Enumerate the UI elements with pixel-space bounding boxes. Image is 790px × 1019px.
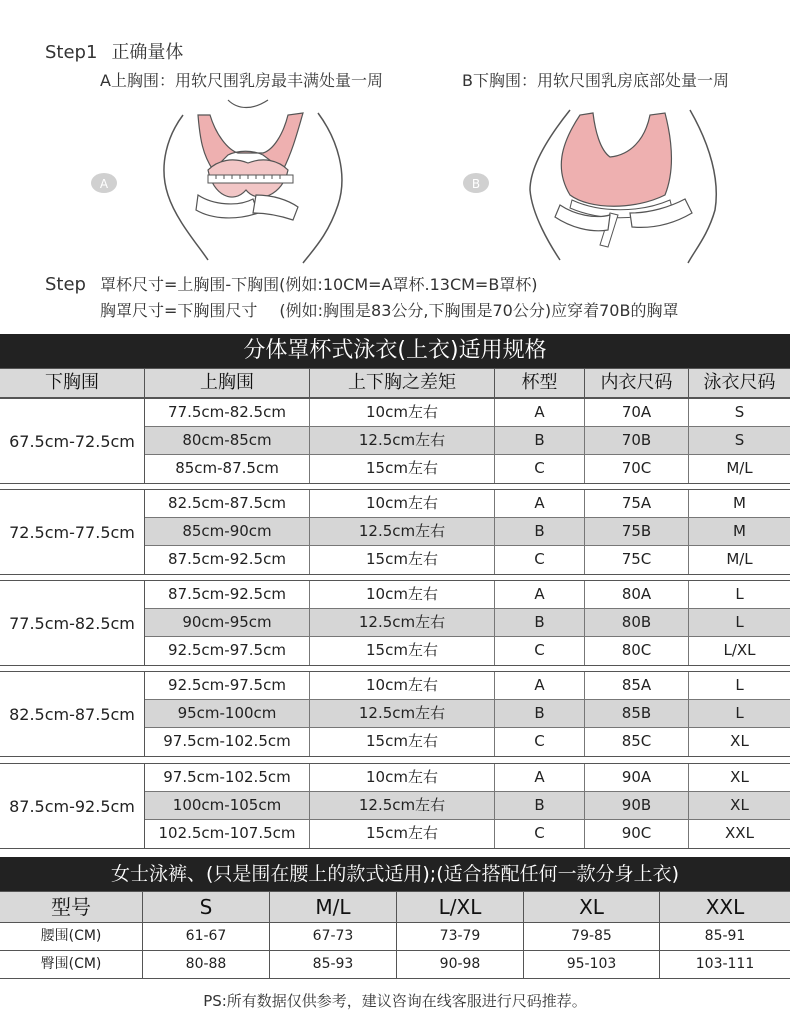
badge-a-label: A — [99, 177, 109, 191]
bra-size-cell: 75C — [585, 546, 689, 574]
table-row — [145, 455, 790, 483]
difference-cell: 10cm左右 — [310, 581, 495, 608]
cup-cell: B — [495, 427, 585, 454]
bra-size-rule: 胸罩尺寸=下胸围尺寸 — [100, 301, 258, 320]
top-section-banner: 分体罩杯式泳衣(上衣)适用规格 — [0, 334, 790, 368]
difference-cell: 15cm左右 — [310, 728, 495, 756]
badge-a-icon — [91, 173, 117, 193]
step2-title: Step — [45, 274, 86, 295]
under-bust-range: 77.5cm-82.5cm — [0, 581, 145, 665]
size-group — [0, 763, 790, 849]
bra-size-cell: 80B — [585, 609, 689, 636]
cup-size-rule: 罩杯尺寸=上胸围-下胸围(例如:10CM=A罩杯.13CM=B罩杯) — [100, 275, 538, 294]
hip-cell: 103-111 — [695, 956, 755, 972]
bra-size-cell: 85C — [585, 728, 689, 756]
model-header: 型号 — [0, 892, 143, 922]
bottom-section-banner: 女士泳裤、(只是围在腰上的款式适用);(适合搭配任何一款分身上衣) — [0, 857, 790, 891]
table-row — [0, 951, 790, 979]
header-swim-size: 泳衣尺码 — [703, 372, 776, 393]
bra-size-cell: 70C — [585, 455, 689, 483]
hip-cell: 90-98 — [397, 951, 524, 978]
under-bust-instruction: B下胸围：用软尺围乳房底部处量一周 — [462, 71, 729, 90]
difference-cell: 10cm左右 — [310, 490, 495, 517]
swim-size-cell: XL — [730, 768, 749, 786]
size-header: XL — [524, 892, 660, 922]
upper-bust-cell: 95cm-100cm — [145, 700, 310, 727]
table-row — [145, 700, 790, 728]
table-row — [145, 820, 790, 848]
table-row — [145, 637, 790, 665]
bra-size-example: (例如:胸围是83公分,下胸围是70公分)应穿着70B的胸罩 — [279, 301, 679, 320]
difference-cell: 12.5cm左右 — [310, 427, 495, 454]
upper-bust-cell: 77.5cm-82.5cm — [145, 399, 310, 426]
under-bust-range: 87.5cm-92.5cm — [0, 764, 145, 848]
cup-cell: C — [495, 546, 585, 574]
swim-size-cell: L — [735, 704, 744, 722]
bra-size-cell: 80C — [585, 637, 689, 665]
swim-bottom-size-table — [0, 891, 790, 979]
badge-b-label: B — [471, 177, 481, 191]
size-group — [0, 671, 790, 757]
cup-cell: C — [495, 455, 585, 483]
upper-bust-instruction: A上胸围：用软尺围乳房最丰满处量一周 — [100, 71, 383, 90]
table-row — [145, 609, 790, 637]
upper-bust-cell: 97.5cm-102.5cm — [145, 764, 310, 791]
disclaimer-note: PS:所有数据仅供参考，建议咨询在线客服进行尺码推荐。 — [203, 992, 587, 1010]
table-row — [145, 546, 790, 574]
hip-cell: 95-103 — [524, 951, 660, 978]
swim-size-cell: L — [735, 613, 744, 631]
swim-size-cell: XL — [730, 732, 749, 750]
bra-size-cell: 70A — [585, 399, 689, 426]
cup-size-formula — [45, 272, 538, 295]
header-cup-type: 杯型 — [495, 369, 585, 397]
upper-bust-cell: 82.5cm-87.5cm — [145, 490, 310, 517]
bra-size-cell: 70B — [585, 427, 689, 454]
waist-cell: 73-79 — [397, 923, 524, 950]
upper-bust-cell: 102.5cm-107.5cm — [145, 820, 310, 848]
upper-bust-cell: 92.5cm-97.5cm — [145, 637, 310, 665]
upper-bust-cell: 92.5cm-97.5cm — [145, 672, 310, 699]
hip-label: 臀围(CM) — [0, 951, 143, 978]
main-table-header — [0, 368, 790, 398]
cup-cell: B — [495, 700, 585, 727]
swim-size-cell: XL — [730, 796, 749, 814]
swim-size-cell: M/L — [726, 550, 753, 568]
upper-bust-cell: 80cm-85cm — [145, 427, 310, 454]
difference-cell: 15cm左右 — [310, 820, 495, 848]
upper-bust-cell: 87.5cm-92.5cm — [145, 546, 310, 574]
upper-bust-cell: 100cm-105cm — [145, 792, 310, 819]
bra-size-cell: 85A — [585, 672, 689, 699]
bra-size-cell: 75A — [585, 490, 689, 517]
upper-bust-cell: 85cm-90cm — [145, 518, 310, 545]
difference-cell: 12.5cm左右 — [310, 700, 495, 727]
cup-cell: B — [495, 518, 585, 545]
difference-cell: 10cm左右 — [310, 672, 495, 699]
difference-cell: 10cm左右 — [310, 764, 495, 791]
cup-cell: C — [495, 728, 585, 756]
table-row — [0, 923, 790, 951]
difference-cell: 12.5cm左右 — [310, 609, 495, 636]
bra-size-cell: 75B — [585, 518, 689, 545]
under-bust-range: 72.5cm-77.5cm — [0, 490, 145, 574]
step1-heading — [45, 38, 183, 64]
hip-cell: 80-88 — [143, 951, 270, 978]
under-bust-range: 67.5cm-72.5cm — [0, 399, 145, 483]
swim-size-cell: M/L — [726, 459, 753, 477]
difference-cell: 10cm左右 — [310, 399, 495, 426]
size-header: M/L — [270, 892, 397, 922]
swim-size-cell: S — [734, 431, 745, 449]
difference-cell: 15cm左右 — [310, 637, 495, 665]
cup-cell: A — [495, 490, 585, 517]
table-row — [145, 427, 790, 455]
bra-size-formula — [100, 298, 678, 321]
bra-size-cell: 85B — [585, 700, 689, 727]
header-under-bust: 下胸围 — [0, 369, 145, 397]
table-row — [145, 518, 790, 546]
size-header: XXL — [705, 895, 745, 919]
table-row — [145, 399, 790, 427]
cup-cell: A — [495, 581, 585, 608]
swim-size-cell: L/XL — [723, 641, 756, 659]
swim-size-cell: L — [735, 585, 744, 603]
badge-b-icon — [463, 173, 489, 193]
step1-subtitle: 正确量体 — [111, 42, 184, 63]
size-header: L/XL — [397, 892, 524, 922]
swim-size-cell: M — [733, 494, 746, 512]
cup-cell: B — [495, 792, 585, 819]
cup-cell: A — [495, 764, 585, 791]
size-group — [0, 580, 790, 666]
cup-cell: B — [495, 609, 585, 636]
under-bust-illustration — [460, 95, 750, 265]
table-row — [145, 490, 790, 518]
upper-bust-cell: 85cm-87.5cm — [145, 455, 310, 483]
waist-cell: 79-85 — [524, 923, 660, 950]
swim-size-cell: S — [734, 403, 745, 421]
bra-size-cell: 80A — [585, 581, 689, 608]
hip-cell: 85-93 — [270, 951, 397, 978]
waist-cell: 67-73 — [270, 923, 397, 950]
bra-size-cell: 90C — [585, 820, 689, 848]
size-group — [0, 489, 790, 575]
waist-label: 腰围(CM) — [0, 923, 143, 950]
cup-cell: A — [495, 399, 585, 426]
table-row — [145, 728, 790, 756]
size-group — [0, 398, 790, 484]
cup-cell: C — [495, 820, 585, 848]
swim-size-cell: L — [735, 676, 744, 694]
bra-size-cell: 90B — [585, 792, 689, 819]
table-row — [145, 581, 790, 609]
header-bra-size: 内衣尺码 — [585, 369, 689, 397]
upper-bust-illustration — [88, 95, 378, 265]
bra-size-cell: 90A — [585, 764, 689, 791]
size-header: S — [143, 892, 270, 922]
difference-cell: 15cm左右 — [310, 546, 495, 574]
waist-cell: 61-67 — [143, 923, 270, 950]
difference-cell: 12.5cm左右 — [310, 792, 495, 819]
table-row — [145, 672, 790, 700]
step1-title: Step1 — [45, 42, 98, 63]
cup-cell: C — [495, 637, 585, 665]
upper-bust-cell: 97.5cm-102.5cm — [145, 728, 310, 756]
waist-cell: 85-91 — [704, 928, 746, 944]
header-upper-bust: 上胸围 — [145, 369, 310, 397]
under-bust-range: 82.5cm-87.5cm — [0, 672, 145, 756]
table-row — [145, 764, 790, 792]
difference-cell: 12.5cm左右 — [310, 518, 495, 545]
swim-size-cell: M — [733, 522, 746, 540]
swim-size-cell: XXL — [725, 824, 754, 842]
table-row — [145, 792, 790, 820]
upper-bust-cell: 87.5cm-92.5cm — [145, 581, 310, 608]
difference-cell: 15cm左右 — [310, 455, 495, 483]
cup-cell: A — [495, 672, 585, 699]
upper-bust-cell: 90cm-95cm — [145, 609, 310, 636]
header-difference: 上下胸之差矩 — [310, 369, 495, 397]
bottom-table-header — [0, 891, 790, 923]
